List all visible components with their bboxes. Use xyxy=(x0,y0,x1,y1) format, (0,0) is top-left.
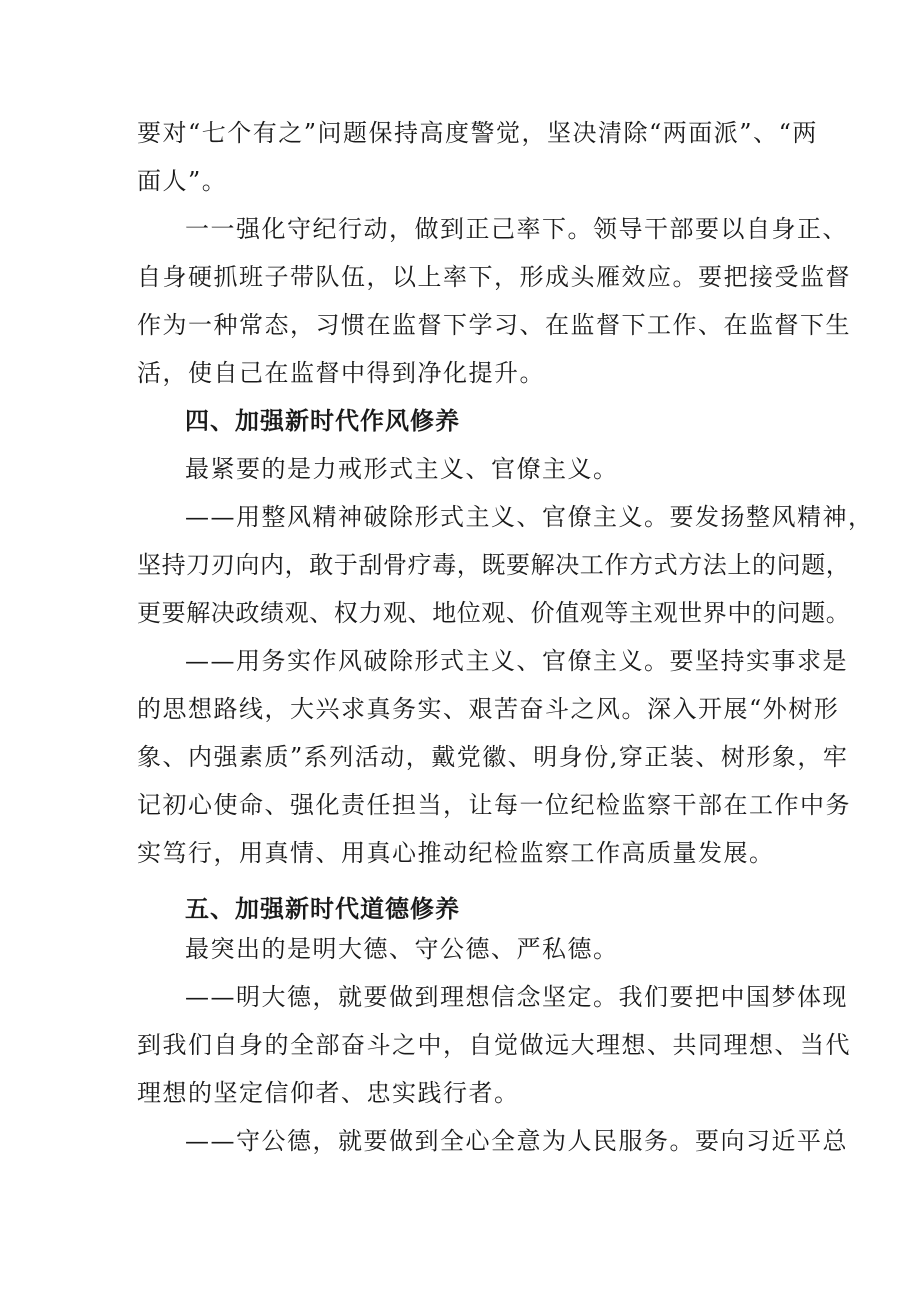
paragraph-line: 的思想路线，大兴求真务实、艰苦奋斗之风。深入开展“外树形 xyxy=(137,695,840,723)
paragraph-line: 要对“七个有之”问题保持高度警觉，坚决清除“两面派”、“两 xyxy=(137,119,818,147)
paragraph-line: 最紧要的是力戒形式主义、官僚主义。 xyxy=(185,455,619,483)
paragraph-line: 实笃行，用真情、用真心推动纪检监察工作高质量发展。 xyxy=(137,839,775,867)
paragraph-line: ——用务实作风破除形式主义、官僚主义。要坚持实事求是 xyxy=(185,647,848,675)
paragraph-line: ——用整风精神破除形式主义、官僚主义。要发扬整风精神， xyxy=(185,503,874,531)
paragraph-line: 最突出的是明大德、守公德、严私德。 xyxy=(185,935,619,963)
paragraph-line: 坚持刀刃向内，敢于刮骨疗毒，既要解决工作方式方法上的问题， xyxy=(137,551,851,579)
paragraph-line: 自身硬抓班子带队伍，以上率下，形成头雁效应。要把接受监督 xyxy=(137,263,851,291)
paragraph-line: 理想的坚定信仰者、忠实践行者。 xyxy=(137,1079,520,1107)
paragraph-line: ——明大德，就要做到理想信念坚定。我们要把中国梦体现 xyxy=(185,983,848,1011)
paragraph-line: 活，使自己在监督中得到净化提升。 xyxy=(137,359,545,387)
paragraph-line: 到我们自身的全部奋斗之中，自觉做远大理想、共同理想、当代 xyxy=(137,1031,851,1059)
paragraph-line: 更要解决政绩观、权力观、地位观、价值观等主观世界中的问题。 xyxy=(137,599,851,627)
section-heading: 五、加强新时代道德修养 xyxy=(185,895,460,923)
paragraph-line: ——守公德，就要做到全心全意为人民服务。要向习近平总 xyxy=(185,1127,848,1155)
paragraph-line: 象、内强素质”系列活动，戴党徽、明身份,穿正装、树形象，牢 xyxy=(137,743,849,771)
paragraph-line: 一一强化守纪行动，做到正己率下。领导干部要以自身正、 xyxy=(185,215,848,243)
paragraph-line: 作为一种常态，习惯在监督下学习、在监督下工作、在监督下生 xyxy=(137,311,851,339)
section-heading: 四、加强新时代作风修养 xyxy=(185,407,460,435)
paragraph-line: 记初心使命、强化责任担当，让每一位纪检监察干部在工作中务 xyxy=(137,791,851,819)
paragraph-line: 面人”。 xyxy=(137,167,228,195)
